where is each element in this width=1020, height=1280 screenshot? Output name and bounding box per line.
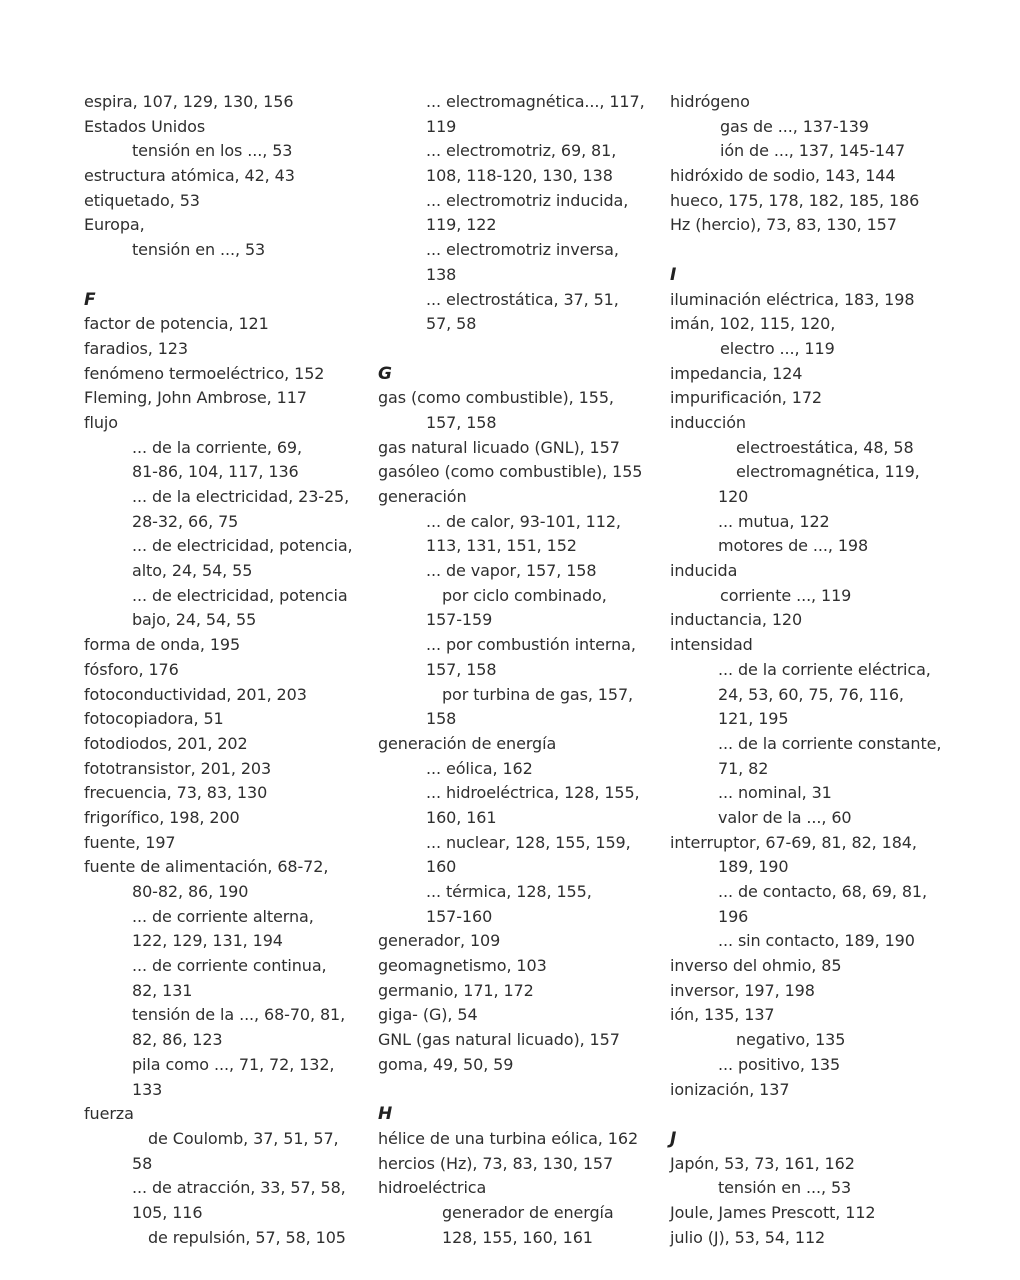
index-entry: geomagnetismo, 103 — [378, 956, 547, 976]
index-entry: generación — [378, 487, 467, 506]
index-entry: 189, 190 — [718, 857, 789, 877]
index-entry: ... nuclear, 128, 155, 159, — [426, 832, 631, 852]
index-entry: impurificación, 172 — [670, 388, 823, 408]
index-entry: flujo — [84, 412, 118, 432]
index-entry: iluminación eléctrica, 183, 198 — [670, 289, 915, 309]
index-entry: electroestática, 48, 58 — [736, 437, 914, 457]
index-entry: tensión en ..., 53 — [718, 1178, 852, 1198]
index-entry: tensión en los ..., 53 — [132, 141, 293, 161]
index-entry: 128, 155, 160, 161 — [442, 1227, 593, 1247]
index-entry: fotodiodos, 201, 202 — [84, 733, 248, 753]
index-entry: fotocopiadora, 51 — [84, 709, 224, 729]
index-entry: de repulsión, 57, 58, 105 — [148, 1227, 346, 1247]
index-entry: tensión de la ..., 68-70, 81, — [132, 1005, 346, 1025]
index-entry: frigorífico, 198, 200 — [84, 807, 240, 827]
index-column-2 — [378, 90, 663, 1250]
index-column-1 — [84, 90, 364, 1250]
index-entry: 157-160 — [426, 906, 493, 926]
index-entry: tensión en ..., 53 — [132, 240, 266, 260]
index-section-letter: I — [670, 264, 677, 285]
index-spacer — [670, 1102, 1000, 1127]
index-entry: generación de energía — [378, 733, 557, 753]
index-entry: fuente, 197 — [84, 832, 176, 852]
index-entry: generador de energía — [442, 1202, 614, 1222]
index-spacer — [378, 1078, 663, 1103]
index-entry: ... electromotriz inducida, — [426, 190, 629, 210]
index-entry: ... de corriente alterna, — [132, 906, 314, 926]
index-entry: gas natural licuado (GNL), 157 — [378, 437, 620, 457]
index-entry: ... electrostática, 37, 51, — [426, 289, 619, 309]
index-entry: por ciclo combinado, — [442, 585, 607, 605]
index-entry: gas (como combustible), 155, — [378, 388, 614, 408]
index-entry: ión, 135, 137 — [670, 1005, 775, 1025]
index-entry: ... eólica, 162 — [426, 758, 533, 778]
index-entry: ... de atracción, 33, 57, 58, — [132, 1178, 346, 1198]
index-entry: 121, 195 — [718, 709, 789, 729]
index-entry: hélice de una turbina eólica, 162 — [378, 1128, 639, 1148]
index-entry: negativo, 135 — [736, 1030, 846, 1050]
index-entry: ... sin contacto, 189, 190 — [718, 931, 915, 951]
index-entry: ... de la corriente constante, — [718, 733, 942, 753]
index-entry: hueco, 175, 178, 182, 185, 186 — [670, 190, 920, 210]
index-entry: 160, 161 — [426, 807, 497, 827]
index-entry: ión de ..., 137, 145-147 — [720, 141, 906, 161]
index-spacer — [670, 238, 1000, 263]
index-section-letter: H — [378, 1104, 393, 1125]
index-entry: factor de potencia, 121 — [84, 314, 269, 334]
index-entry: ... de corriente continua, — [132, 956, 327, 976]
index-entry: motores de ..., 198 — [718, 536, 869, 556]
index-entry: GNL (gas natural licuado), 157 — [378, 1030, 620, 1050]
index-entry: 119, 122 — [426, 215, 497, 235]
index-entry: inversor, 197, 198 — [670, 980, 815, 1000]
index-entry: ... de contacto, 68, 69, 81, — [718, 882, 927, 901]
index-entry: 120 — [718, 487, 749, 506]
index-entry: 138 — [426, 264, 457, 284]
index-entry: por turbina de gas, 157, — [442, 684, 634, 704]
index-entry: 157, 158 — [426, 412, 497, 432]
index-entry: 113, 131, 151, 152 — [426, 536, 577, 556]
index-entry: electro ..., 119 — [720, 338, 835, 358]
index-entry: 160 — [426, 857, 457, 877]
index-entry: hidrógeno — [670, 92, 750, 111]
index-entry: valor de la ..., 60 — [718, 807, 852, 827]
index-entry: fotoconductividad, 201, 203 — [84, 684, 307, 704]
index-entry: inducción — [670, 412, 746, 432]
index-entry: ... de la corriente, 69, — [132, 437, 302, 457]
index-entry: 196 — [718, 906, 749, 926]
index-entry: ... de vapor, 157, 158 — [426, 561, 597, 581]
index-entry: gas de ..., 137-139 — [720, 116, 869, 136]
index-entry: inductancia, 120 — [670, 610, 803, 630]
index-entry: ... positivo, 135 — [718, 1054, 841, 1074]
index-entry: inducida — [670, 561, 738, 581]
index-entry: ... nominal, 31 — [718, 783, 832, 803]
index-entry: 157, 158 — [426, 659, 497, 679]
index-entry: julio (J), 53, 54, 112 — [670, 1227, 826, 1247]
index-entry: gasóleo (como combustible), 155 — [378, 462, 643, 482]
index-section-letter: F — [84, 289, 96, 310]
index-entry: fuente de alimentación, 68-72, — [84, 857, 329, 877]
index-entry: 24, 53, 60, 75, 76, 116, — [718, 684, 904, 704]
index-entry: 71, 82 — [718, 758, 769, 778]
index-entry: Estados Unidos — [84, 116, 206, 136]
index-entry: 82, 131 — [132, 980, 193, 1000]
index-entry: etiquetado, 53 — [84, 190, 200, 210]
index-entry: ... térmica, 128, 155, — [426, 882, 592, 901]
index-entry: 119 — [426, 116, 457, 136]
index-entry: inverso del ohmio, 85 — [670, 956, 842, 976]
index-entry: germanio, 171, 172 — [378, 980, 534, 1000]
index-entry: 108, 118-120, 130, 138 — [426, 166, 613, 186]
index-entry: 82, 86, 123 — [132, 1030, 223, 1050]
index-entry: ... electromotriz inversa, — [426, 240, 619, 260]
index-entry: estructura atómica, 42, 43 — [84, 166, 295, 186]
index-entry: Japón, 53, 73, 161, 162 — [670, 1153, 855, 1173]
index-entry: intensidad — [670, 635, 753, 655]
index-entry: fenómeno termoeléctrico, 152 — [84, 363, 325, 383]
index-entry: 81-86, 104, 117, 136 — [132, 462, 299, 482]
index-entry: ... por combustión interna, — [426, 635, 636, 655]
index-entry: 158 — [426, 709, 457, 729]
index-entry: imán, 102, 115, 120, — [670, 314, 836, 334]
index-section-letter: J — [670, 1128, 677, 1149]
index-entry: bajo, 24, 54, 55 — [132, 610, 257, 630]
index-entry: ... de calor, 93-101, 112, — [426, 511, 621, 531]
index-entry: ... de la electricidad, 23-25, — [132, 487, 350, 506]
index-entry: ... mutua, 122 — [718, 511, 830, 531]
index-entry: hidróxido de sodio, 143, 144 — [670, 166, 896, 186]
index-entry: Hz (hercio), 73, 83, 130, 157 — [670, 215, 897, 235]
index-entry: Europa, — [84, 215, 145, 235]
index-entry: ... de electricidad, potencia — [132, 585, 348, 605]
index-entry: 57, 58 — [426, 314, 477, 334]
index-entry: generador, 109 — [378, 931, 501, 951]
index-entry: 58 — [132, 1153, 153, 1173]
index-entry: 133 — [132, 1079, 163, 1099]
index-column-3 — [670, 90, 1000, 1250]
index-entry: de Coulomb, 37, 51, 57, — [148, 1128, 339, 1148]
index-entry: 80-82, 86, 190 — [132, 882, 249, 901]
index-entry: espira, 107, 129, 130, 156 — [84, 92, 294, 111]
index-entry: giga- (G), 54 — [378, 1005, 478, 1025]
index-entry: 28-32, 66, 75 — [132, 511, 239, 531]
index-entry: Fleming, John Ambrose, 117 — [84, 388, 307, 408]
index-entry: pila como ..., 71, 72, 132, — [132, 1054, 335, 1074]
index-spacer — [378, 337, 663, 362]
index-entry: 157-159 — [426, 610, 493, 630]
index-entry: 105, 116 — [132, 1202, 203, 1222]
index-entry: interruptor, 67-69, 81, 82, 184, — [670, 832, 917, 852]
index-entry: 122, 129, 131, 194 — [132, 931, 283, 951]
index-entry: ... electromotriz, 69, 81, — [426, 141, 617, 161]
index-entry: ... de electricidad, potencia, — [132, 536, 353, 556]
index-section-letter: G — [378, 363, 392, 384]
index-entry: fuerza — [84, 1104, 134, 1124]
index-entry: hidroeléctrica — [378, 1178, 487, 1198]
index-entry: fototransistor, 201, 203 — [84, 758, 272, 778]
index-entry: impedancia, 124 — [670, 363, 803, 383]
index-entry: forma de onda, 195 — [84, 635, 241, 655]
index-entry: ... electromagnética..., 117, — [426, 92, 645, 111]
index-entry: ... de la corriente eléctrica, — [718, 659, 931, 679]
index-entry: Joule, James Prescott, 112 — [670, 1202, 876, 1222]
index-entry: electromagnética, 119, — [736, 462, 920, 482]
index-entry: ionización, 137 — [670, 1079, 790, 1099]
index-entry: hercios (Hz), 73, 83, 130, 157 — [378, 1153, 614, 1173]
index-entry: ... hidroeléctrica, 128, 155, — [426, 783, 640, 803]
index-entry: alto, 24, 54, 55 — [132, 561, 253, 581]
index-entry: frecuencia, 73, 83, 130 — [84, 783, 268, 803]
index-entry: corriente ..., 119 — [720, 585, 852, 605]
index-entry: faradios, 123 — [84, 338, 188, 358]
index-entry: goma, 49, 50, 59 — [378, 1054, 514, 1074]
index-entry: fósforo, 176 — [84, 659, 179, 679]
index-spacer — [84, 263, 364, 288]
